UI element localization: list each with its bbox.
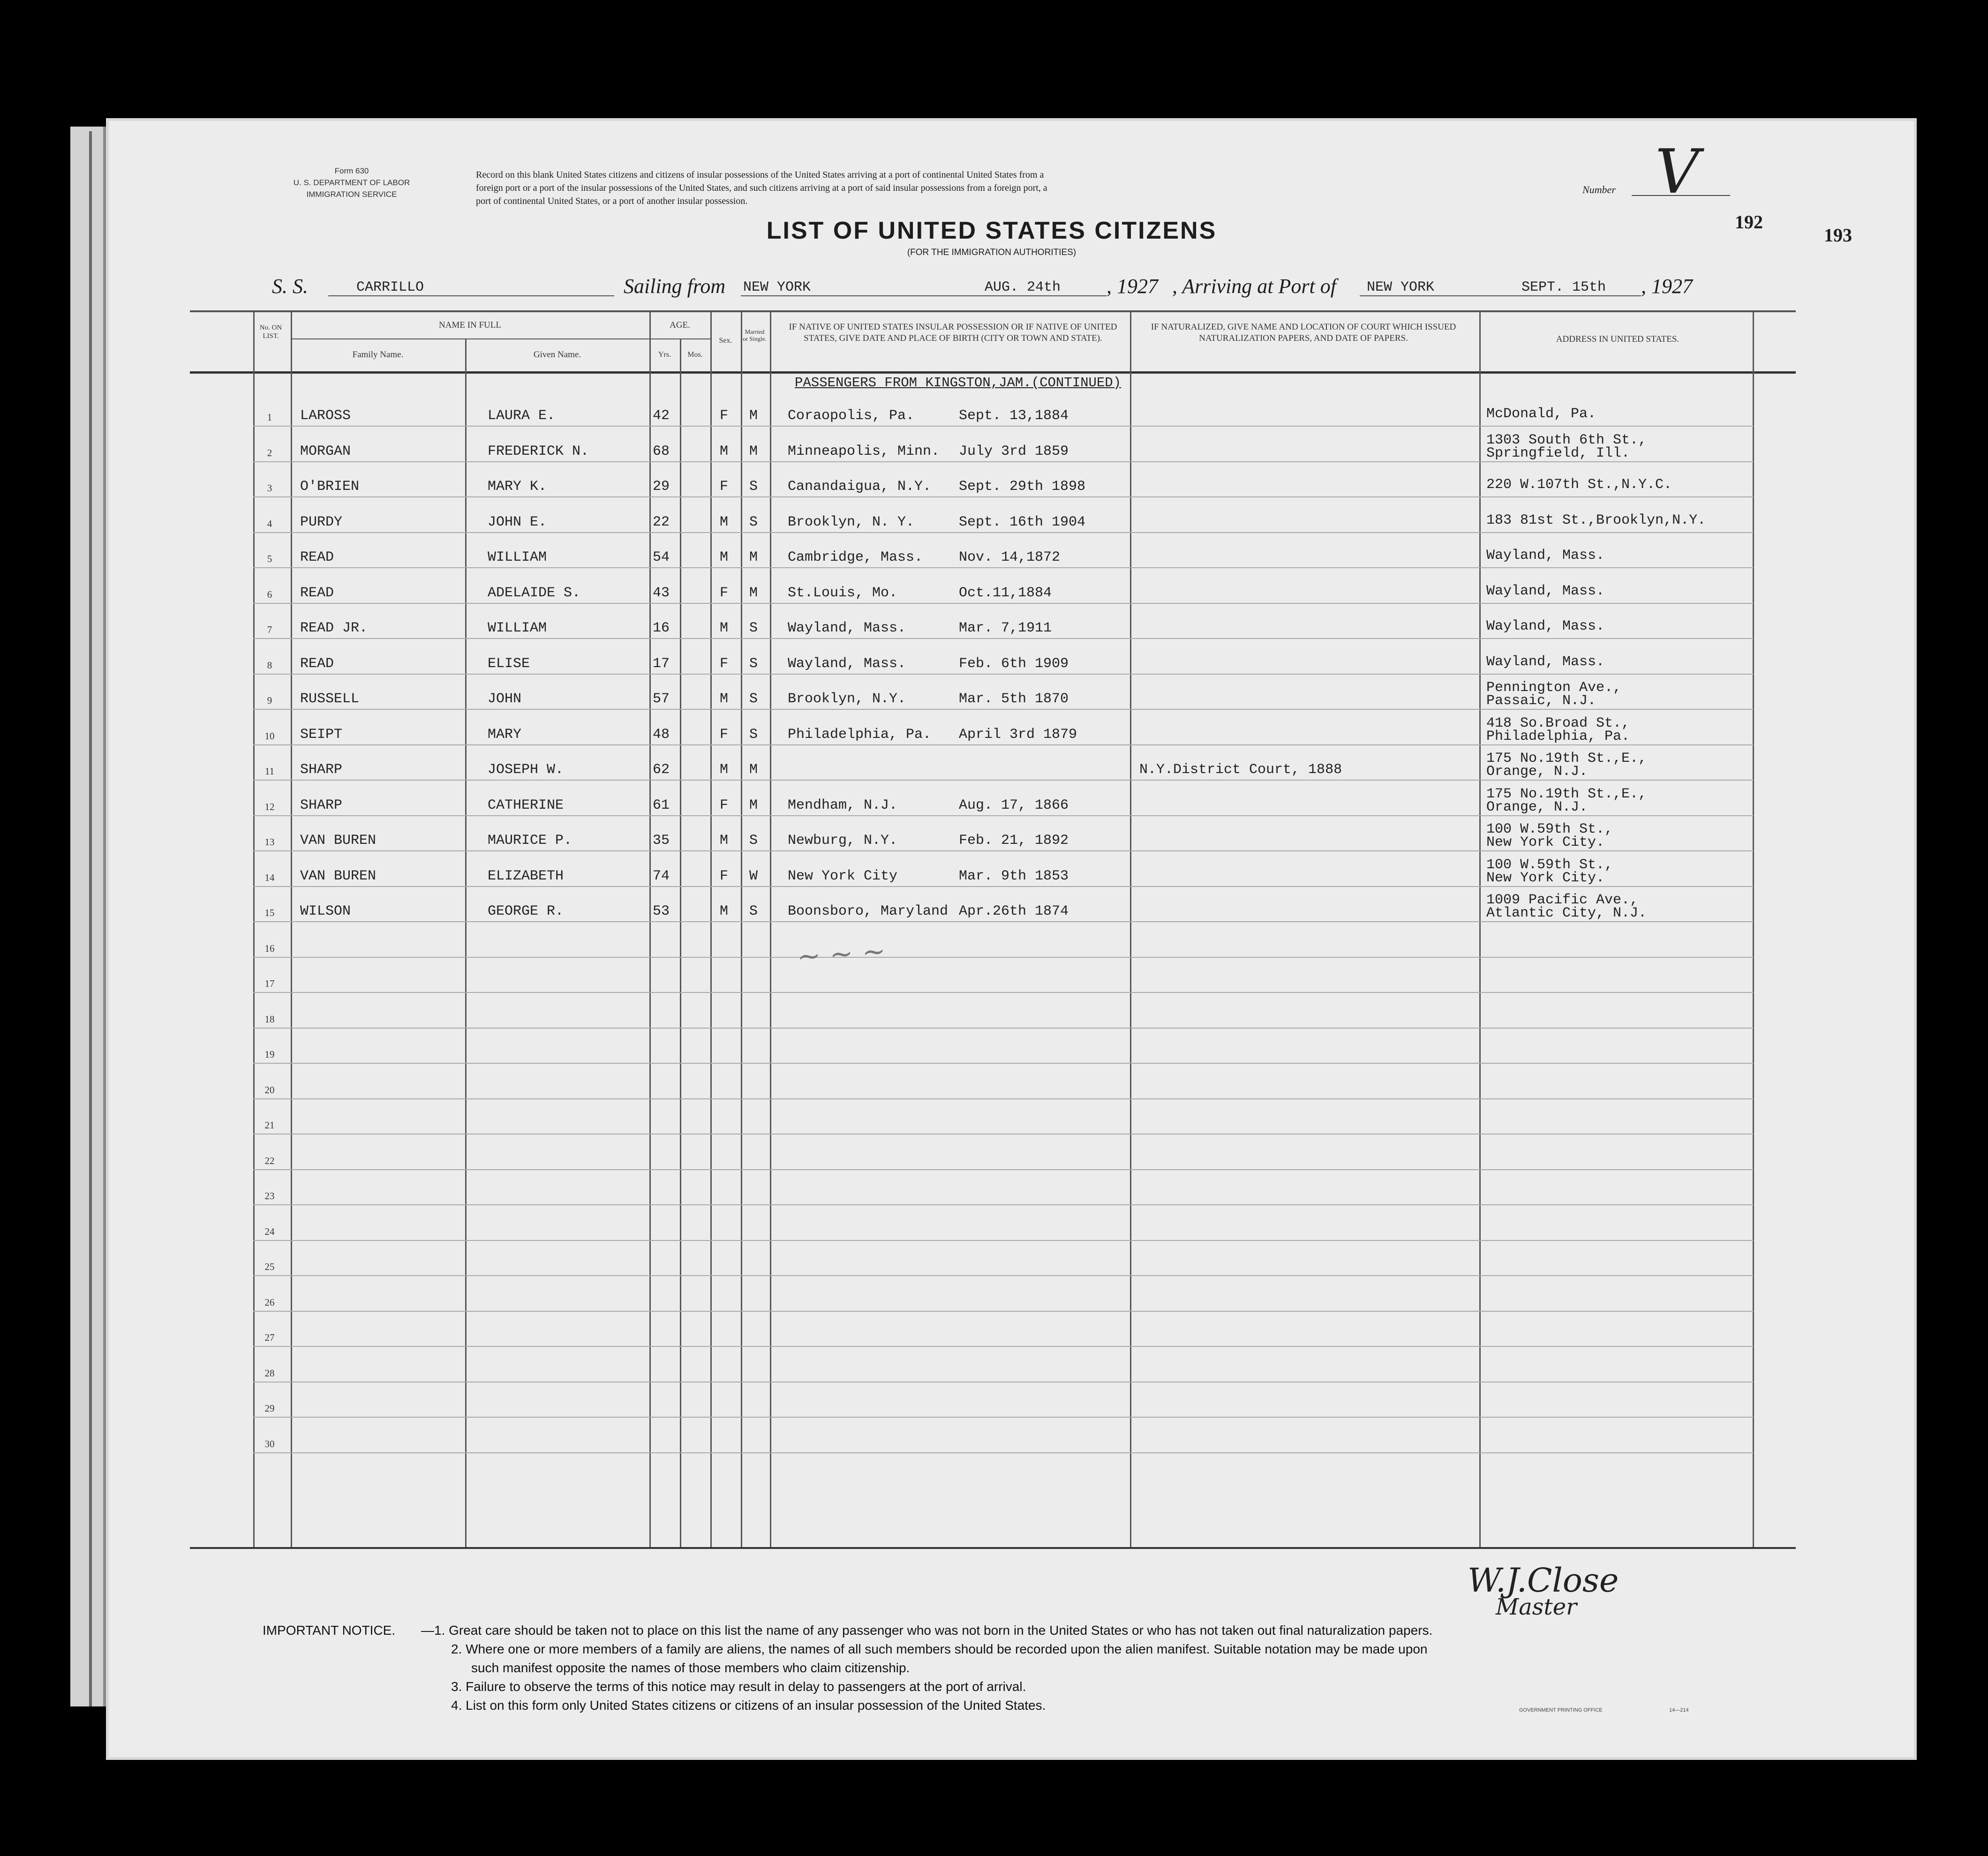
address-line-2: Atlantic City, N.J. <box>1486 905 1647 921</box>
marital-status: S <box>749 655 758 672</box>
age-years: 35 <box>653 833 670 849</box>
header-name-in-full: NAME IN FULL <box>439 320 501 330</box>
family-name: O'BRIEN <box>300 479 360 495</box>
row-rule <box>253 567 1754 568</box>
birth-date: Sept. 13,1884 <box>959 408 1069 424</box>
age-years: 22 <box>653 514 670 530</box>
sex: F <box>720 479 729 495</box>
age-years: 68 <box>653 443 670 459</box>
birth-date: Apr.26th 1874 <box>959 903 1069 919</box>
birth-place: Wayland, Mass. <box>788 655 906 672</box>
birth-place: New York City <box>788 868 898 884</box>
header-mos: Mos. <box>687 351 703 359</box>
birth-place: Mendham, N.J. <box>788 797 898 813</box>
family-name: MORGAN <box>300 443 351 459</box>
service-label: IMMIGRATION SERVICE <box>306 190 397 199</box>
given-name: MAURICE P. <box>488 833 572 849</box>
age-years: 48 <box>653 726 670 743</box>
given-name: JOHN E. <box>488 514 547 530</box>
sailing-from: NEW YORK <box>743 279 811 295</box>
age-years: 16 <box>653 620 670 636</box>
row-number: 26 <box>264 1296 275 1308</box>
notice-item-1: —1. Great care should be taken not to place on this list the name of any passenger who was not born in the United States or who has not taken out final naturalization papers. <box>421 1623 1433 1638</box>
row-number: 27 <box>264 1332 275 1343</box>
row-number: 4 <box>267 518 272 529</box>
form-number: Form 630 <box>334 166 369 175</box>
row-number: 21 <box>264 1120 275 1131</box>
row-rule <box>253 1063 1754 1064</box>
age-years: 17 <box>653 655 670 672</box>
row-number: 24 <box>264 1225 275 1237</box>
row-number: 28 <box>264 1367 275 1379</box>
birth-place: Newburg, N.Y. <box>788 833 898 849</box>
address-line-2: Orange, N.J. <box>1486 764 1588 780</box>
page-number-right: 193 <box>1824 225 1852 246</box>
address-line-2: Passaic, N.J. <box>1486 693 1596 709</box>
header-family-name: Family Name. <box>352 350 404 360</box>
row-rule <box>253 1098 1754 1099</box>
record-note-line-2: foreign port or a port of the insular possessions of the United States, and such citizens arriving at a port of said insular possessions from a foreign port, a <box>476 183 1047 193</box>
row-rule <box>253 1311 1754 1312</box>
birth-date: Mar. 9th 1853 <box>959 868 1069 884</box>
family-name: SEIPT <box>300 726 343 743</box>
marital-status: S <box>749 479 758 495</box>
row-number: 10 <box>264 730 275 742</box>
row-number: 6 <box>267 588 272 600</box>
sex: M <box>720 443 729 459</box>
row-number: 18 <box>264 1013 275 1025</box>
family-name: VAN BUREN <box>300 868 377 884</box>
given-name: ELISE <box>488 655 530 672</box>
row-rule <box>253 886 1754 887</box>
row-number: 30 <box>264 1438 275 1450</box>
column-divider <box>680 338 681 1547</box>
header-age: AGE. <box>670 320 690 330</box>
birth-date: Sept. 16th 1904 <box>959 514 1086 530</box>
row-rule <box>253 1240 1754 1241</box>
family-name: SHARP <box>300 797 343 813</box>
row-number: 5 <box>267 553 272 564</box>
address-line-2: New York City. <box>1486 870 1605 886</box>
sailing-underline <box>741 295 1107 296</box>
address-line-2: Orange, N.J. <box>1486 799 1588 815</box>
marital-status: S <box>749 903 758 919</box>
header-married: Married or Single. <box>743 328 767 342</box>
row-rule <box>253 1417 1754 1418</box>
address-line-1: Wayland, Mass. <box>1486 654 1605 670</box>
given-name: FREDERICK N. <box>488 443 589 459</box>
address-line-1: Wayland, Mass. <box>1486 618 1605 634</box>
row-rule <box>253 815 1754 816</box>
address-line-2: New York City. <box>1486 834 1605 850</box>
column-divider <box>465 338 467 1547</box>
row-number: 15 <box>264 907 275 918</box>
table-bottom-border <box>190 1547 1796 1549</box>
birth-date: Mar. 5th 1870 <box>959 691 1069 707</box>
page-title: LIST OF UNITED STATES CITIZENS <box>766 217 1217 244</box>
header-sex: Sex. <box>719 337 732 345</box>
row-number: 13 <box>264 836 275 848</box>
birth-place: Brooklyn, N.Y. <box>788 691 906 707</box>
arriving-year: , 1927 <box>1641 275 1693 298</box>
printer-office: GOVERNMENT PRINTING OFFICE <box>1519 1707 1603 1713</box>
age-years: 62 <box>653 762 670 778</box>
address-line-2: Springfield, Ill. <box>1486 445 1630 461</box>
row-number: 8 <box>267 659 272 671</box>
row-number: 17 <box>264 978 275 989</box>
sailing-year: , 1927 <box>1107 275 1158 298</box>
row-rule <box>253 1134 1754 1135</box>
row-number: 19 <box>264 1049 275 1060</box>
given-name: JOHN <box>488 691 522 707</box>
family-name: READ JR. <box>300 620 368 636</box>
row-number: 23 <box>264 1190 275 1202</box>
row-rule <box>253 992 1754 993</box>
header-naturalized: IF NATURALIZED, GIVE NAME AND LOCATION OF COURT WHICH ISSUED NATURALIZATION PAPERS, AND DATE OF PAPERS. <box>1151 322 1456 343</box>
page-number: 192 <box>1735 211 1763 233</box>
header-no: No. ON LIST. <box>259 324 282 340</box>
row-rule <box>253 957 1754 958</box>
row-number: 3 <box>267 482 272 494</box>
arriving-label: , Arriving at Port of <box>1172 275 1336 298</box>
number-value: V <box>1655 136 1699 207</box>
marital-status: M <box>749 585 758 601</box>
address-line-1: 1303 South 6th St., <box>1486 432 1647 448</box>
row-rule <box>253 496 1754 497</box>
record-note-line-1: Record on this blank United States citizens and citizens of insular possessions of the United States arriving at a port of continental United States from a <box>476 170 1044 180</box>
sex: F <box>720 585 729 601</box>
given-name: WILLIAM <box>488 620 547 636</box>
family-name: READ <box>300 655 334 672</box>
address-line-1: 100 W.59th St., <box>1486 821 1613 837</box>
notice-item-2a: 2. Where one or more members of a family are aliens, the names of all such members should be recorded upon the alien manifest. Suitable notation may be made upon <box>451 1642 1428 1656</box>
given-name: LAURA E. <box>488 408 556 424</box>
family-name: SHARP <box>300 762 343 778</box>
row-number: 11 <box>264 766 275 777</box>
sex: M <box>720 514 729 530</box>
family-name: VAN BUREN <box>300 833 377 849</box>
given-name: ELIZABETH <box>488 868 564 884</box>
birth-date: April 3rd 1879 <box>959 726 1077 743</box>
row-number: 25 <box>264 1261 275 1272</box>
birth-place: Brooklyn, N. Y. <box>788 514 915 530</box>
given-name: CATHERINE <box>488 797 564 813</box>
row-number: 16 <box>264 942 275 954</box>
header-yrs: Yrs. <box>658 351 671 359</box>
age-years: 74 <box>653 868 670 884</box>
header-birth: IF NATIVE OF UNITED STATES INSULAR POSSESSION OR IF NATIVE OF UNITED STATES, GIVE DATE AND PLACE OF BIRTH (CITY OR TOWN AND STATE). <box>789 322 1117 343</box>
name-header-divider <box>291 338 649 339</box>
marital-status: S <box>749 691 758 707</box>
row-number: 22 <box>264 1155 275 1166</box>
sex: F <box>720 408 729 424</box>
signature-title: Master <box>1496 1594 1577 1620</box>
row-rule <box>253 780 1754 781</box>
family-name: READ <box>300 585 334 601</box>
given-name: ADELAIDE S. <box>488 585 581 601</box>
row-rule <box>253 744 1754 745</box>
sex: F <box>720 797 729 813</box>
marital-status: M <box>749 443 758 459</box>
family-name: LAROSS <box>300 408 351 424</box>
birth-date: Mar. 7,1911 <box>959 620 1052 636</box>
ss-label: S. S. <box>272 275 308 298</box>
header-bottom-border <box>190 371 1796 374</box>
birth-place: Minneapolis, Minn. <box>788 443 940 459</box>
sailing-label: Sailing from <box>624 275 726 298</box>
address-line-1: Wayland, Mass. <box>1486 548 1605 564</box>
row-rule <box>253 674 1754 675</box>
address-line-1: 100 W.59th St., <box>1486 857 1613 873</box>
row-rule <box>253 603 1754 604</box>
given-name: MARY <box>488 726 522 743</box>
row-rule <box>253 461 1754 462</box>
birth-place: Wayland, Mass. <box>788 620 906 636</box>
sex: F <box>720 655 729 672</box>
binding-strip <box>70 127 106 1706</box>
row-rule <box>253 1452 1754 1453</box>
row-rule <box>253 1169 1754 1170</box>
section-heading: PASSENGERS FROM KINGSTON,JAM.(CONTINUED) <box>795 375 1122 391</box>
sailing-date: AUG. 24th <box>985 279 1061 295</box>
birth-place: Philadelphia, Pa. <box>788 726 932 743</box>
birth-place: Coraopolis, Pa. <box>788 408 915 424</box>
family-name: PURDY <box>300 514 343 530</box>
notice-item-4: 4. List on this form only United States citizens or citizens of an insular possession of the United States. <box>451 1698 1046 1713</box>
age-years: 53 <box>653 903 670 919</box>
sex: M <box>720 549 729 565</box>
birth-date: Oct.11,1884 <box>959 585 1052 601</box>
row-number: 2 <box>267 447 272 458</box>
address-line-1: 418 So.Broad St., <box>1486 715 1630 731</box>
sex: M <box>720 833 729 849</box>
row-rule <box>253 850 1754 851</box>
age-years: 29 <box>653 479 670 495</box>
address-line-1: 175 No.19th St.,E., <box>1486 786 1647 802</box>
row-rule <box>253 1204 1754 1205</box>
birth-place: Boonsboro, Maryland <box>788 903 949 919</box>
header-address: ADDRESS IN UNITED STATES. <box>1556 334 1679 344</box>
family-name: RUSSELL <box>300 691 360 707</box>
family-name: WILSON <box>300 903 351 919</box>
row-rule <box>253 1382 1754 1383</box>
row-number: 14 <box>264 872 275 883</box>
birth-date: Feb. 21, 1892 <box>959 833 1069 849</box>
naturalization-court: N.Y.District Court, 1888 <box>1139 762 1342 778</box>
arriving-port: NEW YORK <box>1367 279 1435 295</box>
binding-edge <box>89 131 92 1706</box>
birth-date: Aug. 17, 1866 <box>959 797 1069 813</box>
address-line-1: 175 No.19th St.,E., <box>1486 751 1647 766</box>
sex: F <box>720 868 729 884</box>
given-name: JOSEPH W. <box>488 762 564 778</box>
row-rule <box>253 1275 1754 1276</box>
number-label: Number <box>1582 184 1616 195</box>
sex: M <box>720 620 729 636</box>
age-years: 43 <box>653 585 670 601</box>
row-number: 29 <box>264 1403 275 1414</box>
marital-status: S <box>749 620 758 636</box>
manifest-page <box>109 121 1914 1757</box>
row-rule <box>253 532 1754 533</box>
marital-status: S <box>749 726 758 743</box>
address-line-1: Wayland, Mass. <box>1486 583 1605 599</box>
age-years: 61 <box>653 797 670 813</box>
family-name: READ <box>300 549 334 565</box>
ship-name: CARRILLO <box>356 279 424 295</box>
marital-status: M <box>749 797 758 813</box>
page-subtitle: (FOR THE IMMIGRATION AUTHORITIES) <box>907 248 1077 257</box>
birth-place: Canandaigua, N.Y. <box>788 479 932 495</box>
sex: M <box>720 691 729 707</box>
marital-status: S <box>749 833 758 849</box>
given-name: WILLIAM <box>488 549 547 565</box>
given-name: GEORGE R. <box>488 903 564 919</box>
marital-status: M <box>749 408 758 424</box>
row-rule <box>253 1028 1754 1029</box>
birth-date: July 3rd 1859 <box>959 443 1069 459</box>
arriving-date: SEPT. 15th <box>1521 279 1606 295</box>
marital-status: S <box>749 514 758 530</box>
age-years: 57 <box>653 691 670 707</box>
address-line-1: 1009 Pacific Ave., <box>1486 892 1639 908</box>
address-line-1: 183 81st St.,Brooklyn,N.Y. <box>1486 512 1706 528</box>
table-top-border <box>190 310 1796 312</box>
row-number: 12 <box>264 801 275 812</box>
birth-date: Nov. 14,1872 <box>959 549 1061 565</box>
handwritten-scrawl: ~ ~ ~ <box>796 934 887 974</box>
printer-code: 14—214 <box>1669 1707 1689 1713</box>
row-rule <box>253 1346 1754 1347</box>
marital-status: W <box>749 868 758 884</box>
sex: F <box>720 726 729 743</box>
row-rule <box>253 709 1754 710</box>
row-rule <box>253 921 1754 922</box>
address-line-1: Pennington Ave., <box>1486 680 1622 696</box>
age-years: 54 <box>653 549 670 565</box>
row-rule <box>253 426 1754 427</box>
sex: M <box>720 903 729 919</box>
row-number: 7 <box>267 624 272 635</box>
row-number: 9 <box>267 695 272 706</box>
record-note-line-3: port of continental United States, or a port of another insular possession. <box>476 196 748 206</box>
arriving-underline <box>1360 295 1641 296</box>
marital-status: M <box>749 549 758 565</box>
notice-item-2b: such manifest opposite the names of those members who claim citizenship. <box>471 1661 910 1675</box>
given-name: MARY K. <box>488 479 547 495</box>
birth-place: St.Louis, Mo. <box>788 585 898 601</box>
ship-underline <box>328 295 614 296</box>
sex: M <box>720 762 729 778</box>
notice-label: IMPORTANT NOTICE. <box>263 1623 396 1638</box>
address-line-2: Philadelphia, Pa. <box>1486 728 1630 744</box>
birth-date: Feb. 6th 1909 <box>959 655 1069 672</box>
age-years: 42 <box>653 408 670 424</box>
birth-date: Sept. 29th 1898 <box>959 479 1086 495</box>
address-line-1: McDonald, Pa. <box>1486 406 1596 422</box>
header-given-name: Given Name. <box>533 350 581 360</box>
birth-place: Cambridge, Mass. <box>788 549 923 565</box>
row-number: 1 <box>267 412 272 423</box>
row-rule <box>253 638 1754 639</box>
notice-item-3: 3. Failure to observe the terms of this notice may result in delay to passengers at the port of arrival. <box>451 1679 1026 1694</box>
department-label: U. S. DEPARTMENT OF LABOR <box>293 178 410 187</box>
signature-name: W.J.Close <box>1468 1561 1619 1600</box>
address-line-1: 220 W.107th St.,N.Y.C. <box>1486 477 1672 493</box>
marital-status: M <box>749 762 758 778</box>
row-number: 20 <box>264 1084 275 1096</box>
